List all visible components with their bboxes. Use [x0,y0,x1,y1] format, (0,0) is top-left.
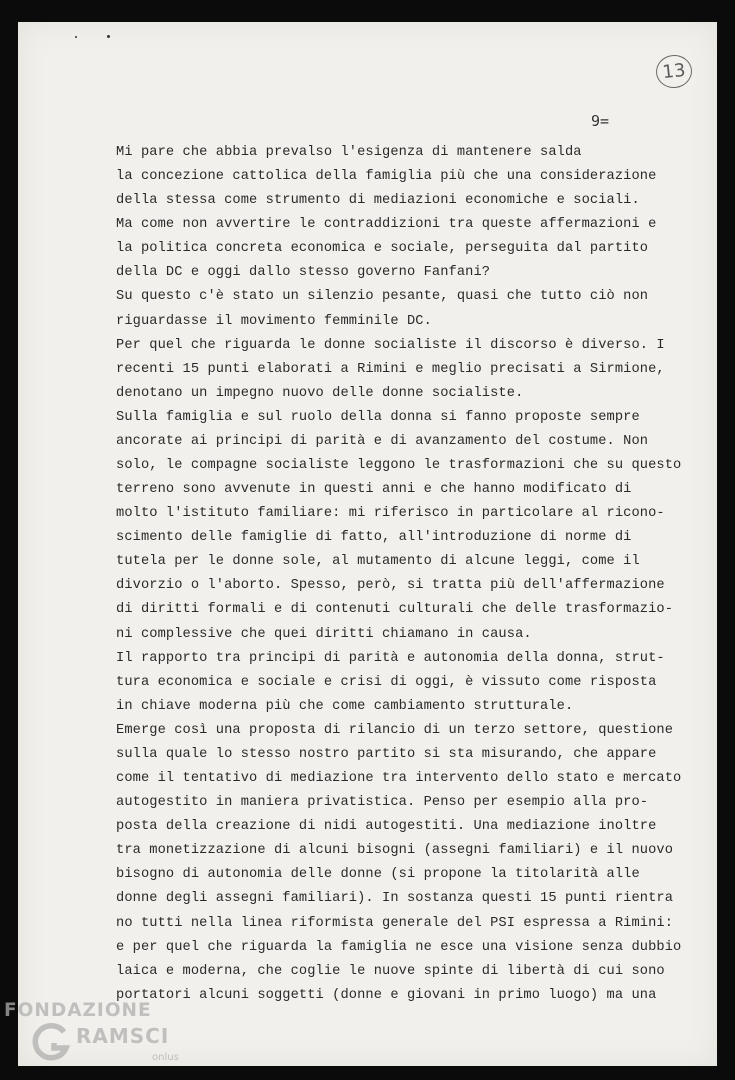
text-line: tura economica e sociale e crisi di oggi, è vissuto come risposta [116,674,657,690]
page-number: 9= [591,112,610,130]
watermark-line1: FONDAZIONE [4,1000,152,1021]
text-line: portatori alcuni soggetti (donne e giovani in primo luogo) ma una [116,987,657,1003]
text-line: la concezione cattolica della famiglia più che una considerazione [116,169,657,185]
watermark-suffix: onlus [152,1052,179,1063]
text-line: scimento delle famiglie di fatto, all'introduzione di norme di [116,530,632,546]
text-line: solo, le compagne socialiste leggono le trasformazioni che su questo [116,458,682,474]
fondazione-gramsci-watermark [4,1000,204,1080]
text-line: laica e moderna, che coglie le nuove spinte di libertà di cui sono [116,963,665,979]
body-text [116,141,681,1008]
archive-folio-stamp: 13 [654,53,693,90]
text-line: Ma come non avvertire le contraddizioni tra queste affermazioni e [116,217,657,233]
text-line: Sulla famiglia e sul ruolo della donna si fanno proposte sempre [116,409,640,425]
text-line: Per quel che riguarda le donne socialiste il discorso è diverso. I [116,337,665,353]
text-line: tutela per le donne sole, al mutamento di alcune leggi, come il [116,554,640,570]
text-line: tra monetizzazione di alcuni bisogni (assegni familiari) e il nuovo [116,843,674,859]
text-line: terreno sono avvenute in questi anni e che hanno modificato di [116,482,632,498]
text-line: la politica concreta economica e sociale, perseguita dal partito [116,241,649,257]
text-line: divorzio o l'aborto. Spesso, però, si tratta più dell'affermazione [116,578,665,594]
text-line: recenti 15 punti elaborati a Rimini e meglio precisati a Sirmione, [116,361,665,377]
text-line: della stessa come strumento di mediazioni economiche e sociali. [116,193,640,209]
gramsci-g-logo-icon [32,1022,72,1062]
watermark-line2: RAMSCI [76,1024,170,1048]
text-line: sulla quale lo stesso nostro partito si sta misurando, che appare [116,746,657,762]
text-line: no tutti nella linea riformista generale del PSI espressa a Rimini: [116,915,674,931]
ink-speck [75,36,77,38]
text-line: di diritti formali e di contenuti culturali che delle trasformazio- [116,602,674,618]
text-line: molto l'istituto familiare: mi riferisco in particolare al ricono- [116,506,665,522]
text-line: bisogno di autonomia delle donne (si propone la titolarità alle [116,867,640,883]
text-line: ni complessive che quei diritti chiamano in causa. [116,626,532,642]
text-line: donne degli assegni familiari). In sostanza questi 15 punti rientra [116,891,674,907]
typewritten-page [18,22,717,1066]
text-line: posta della creazione di nidi autogestiti. Una mediazione inoltre [116,819,657,835]
text-line: riguardasse il movimento femminile DC. [116,313,432,329]
text-line: Su questo c'è stato un silenzio pesante, quasi che tutto ciò non [116,289,649,305]
text-line: come il tentativo di mediazione tra intervento dello stato e mercato [116,771,682,787]
text-line: ancorate ai principi di parità e di avanzamento del costume. Non [116,433,649,449]
text-line: della DC e oggi dallo stesso governo Fanfani? [116,265,491,281]
text-line: autogestito in maniera privatistica. Penso per esempio alla pro- [116,795,649,811]
text-line: in chiave moderna più che come cambiamento strutturale. [116,698,574,714]
text-line: e per quel che riguarda la famiglia ne esce una visione senza dubbio [116,939,682,955]
text-line: Mi pare che abbia prevalso l'esigenza di mantenere salda [116,145,582,160]
text-line: Il rapporto tra principi di parità e autonomia della donna, strut- [116,650,665,666]
text-line: denotano un impegno nuovo delle donne socialiste. [116,385,524,401]
ink-speck [107,35,110,38]
text-line: Emerge così una proposta di rilancio di un terzo settore, questione [116,722,674,738]
